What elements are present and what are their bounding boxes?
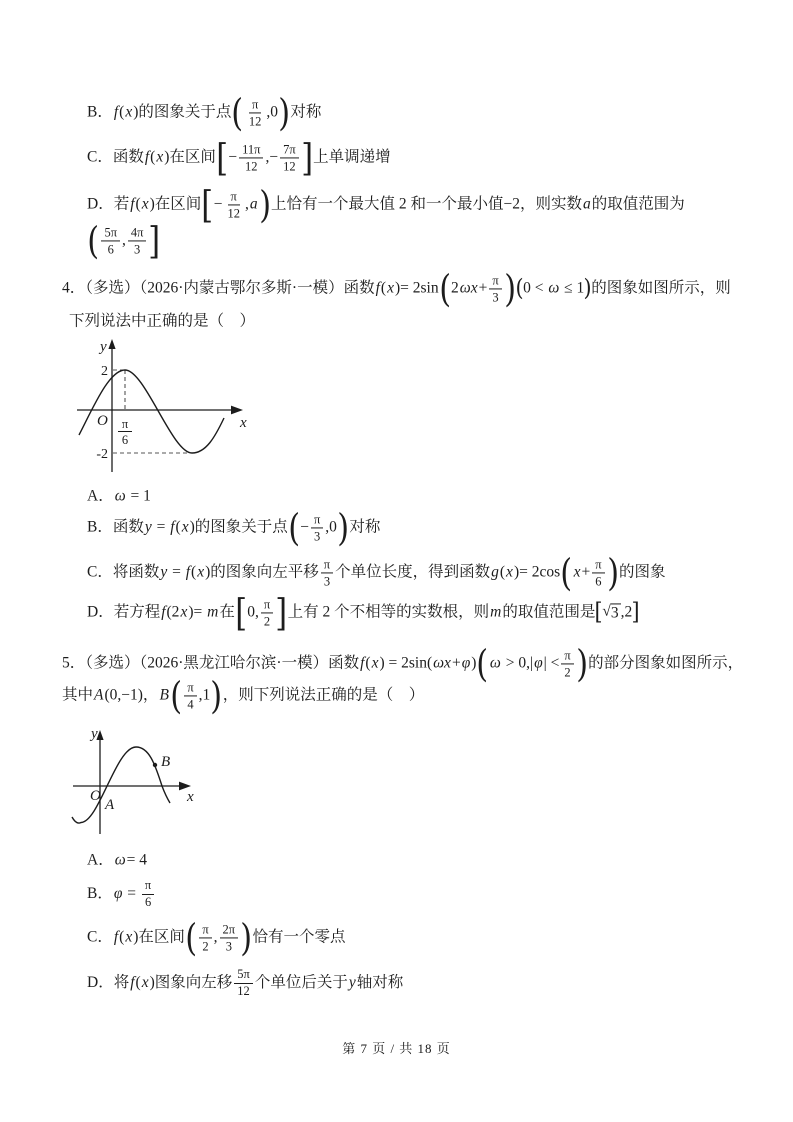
text-run: ,1 (198, 686, 211, 704)
fraction (489, 273, 501, 305)
delimiter: ( (288, 506, 300, 550)
math-variable: x (141, 195, 149, 213)
math-variable: φ (461, 654, 471, 672)
text-run: 其中 (62, 686, 94, 704)
text-run: ( (499, 563, 506, 581)
text-run: − (213, 195, 223, 213)
text-run: 在区间 (169, 148, 216, 166)
q5-point-b-label: B (161, 754, 171, 770)
math-variable: x (197, 563, 205, 581)
text-run: ,− (265, 148, 279, 166)
math-variable: f (161, 603, 166, 621)
fraction-numerator: 5π (234, 967, 253, 984)
text-run: 对称 (290, 103, 322, 121)
text-run: ( (135, 973, 141, 991)
q5-x-axis-label: x (187, 789, 194, 805)
question5-option-c (87, 916, 346, 960)
q5-sine-curve (72, 747, 170, 823)
math-variable: x (181, 518, 189, 536)
fraction-numerator: 5π (101, 225, 120, 242)
text-run: ( (380, 279, 387, 297)
fraction-denominator: 12 (283, 158, 296, 173)
text-run: A． (87, 851, 114, 869)
fraction-numerator: π (249, 97, 261, 114)
fraction-denominator: 3 (323, 573, 331, 588)
question3-option-c (87, 136, 391, 180)
text-run: , (122, 231, 126, 249)
delimiter: ] (275, 591, 288, 635)
fraction-denominator: 3 (314, 528, 321, 543)
text-run: 恰有一个零点 (252, 928, 346, 946)
q4-function-graph (73, 338, 253, 484)
math-variable: m (207, 603, 219, 621)
math-variable: ω (489, 654, 501, 672)
radical-sign: √ (602, 602, 611, 620)
math-variable: f (113, 928, 119, 946)
delimiter: [ (235, 591, 247, 635)
fraction-denominator: 3 (134, 241, 141, 256)
text-run: 下列说法中正确的是（ ） (69, 312, 256, 330)
math-variable: a (249, 195, 258, 213)
text-run: (0,−1)， (104, 686, 159, 704)
math-variable: y (160, 563, 168, 581)
fraction (199, 922, 211, 954)
text-run: ) (394, 279, 401, 297)
radicand: 3 (610, 604, 619, 622)
math-variable: ω (114, 487, 126, 505)
question3-option-d-cont (87, 219, 161, 263)
math-variable: f (170, 518, 175, 536)
fraction (142, 878, 154, 910)
delimiter: ( (87, 219, 100, 263)
text-run: 上有 2 个不相等的实数根，则 (287, 603, 490, 621)
text-run: 个单位长度，得到函数 (335, 563, 491, 581)
q4-x-axis-arrow-icon (231, 406, 243, 415)
text-run: 的取值范围为 (591, 195, 685, 213)
text-run: A． (87, 487, 114, 505)
fraction-numerator: π (311, 512, 323, 529)
text-run: ) (513, 563, 520, 581)
delimiter: ) (210, 674, 223, 718)
fraction-numerator: π (199, 922, 211, 939)
text-run: ( (135, 195, 141, 213)
fraction-numerator: π (184, 680, 196, 697)
math-variable: f (144, 148, 150, 166)
delimiter: [ (201, 183, 214, 227)
text-run: 在区间 (138, 928, 185, 946)
math-variable: f (375, 279, 380, 297)
text-run: ) (149, 195, 155, 213)
text-run: 的图象关于点 (138, 103, 232, 121)
math-variable: x (371, 654, 379, 672)
question5-stem-line1 (62, 642, 744, 686)
delimiter: ) (606, 551, 619, 595)
delimiter: ] (148, 219, 161, 263)
math-variable: f (130, 195, 135, 213)
question4-option-c (87, 551, 666, 595)
math-variable: ωx (433, 654, 451, 672)
math-variable: x (125, 103, 133, 121)
fraction-numerator: 11π (239, 142, 263, 159)
text-run: = (152, 518, 170, 536)
text-run: − (228, 148, 238, 166)
q5-y-axis-label: y (91, 726, 98, 742)
q4-min-value-label: -2 (96, 447, 108, 462)
text-run: 的图象向左平移 (210, 563, 319, 581)
text-run: 的取值范围是 (502, 603, 596, 621)
fraction-numerator: π (592, 557, 604, 574)
text-run: B．函数 (87, 518, 144, 536)
math-variable: x (180, 603, 188, 621)
text-run: 轴对称 (356, 973, 404, 991)
text-run: ,0 (325, 518, 337, 536)
fraction-denominator: 12 (237, 984, 250, 998)
fraction-denominator: 12 (248, 113, 262, 128)
text-run: D．若 (87, 195, 130, 213)
q5-function-graph (65, 716, 215, 848)
text-run: = 4 (126, 851, 148, 869)
text-run: D．将 (87, 973, 130, 991)
fraction (592, 557, 604, 589)
fraction-denominator: 6 (107, 241, 114, 256)
text-run: C．函数 (87, 148, 144, 166)
fraction-denominator: 2 (263, 613, 271, 628)
fraction-denominator: 2 (202, 938, 209, 953)
question5-option-d (87, 967, 403, 999)
text-run: ( (191, 563, 197, 581)
q5-origin-label: O (90, 788, 101, 804)
text-run: ) (164, 148, 170, 166)
fraction-numerator: π (261, 597, 273, 614)
question4-option-b (87, 506, 381, 550)
fraction (239, 142, 263, 174)
q4-origin-label: O (97, 413, 108, 429)
fraction (561, 648, 573, 680)
delimiter: ) (337, 506, 350, 550)
text-run: 0 < (523, 279, 548, 297)
math-variable: x (387, 279, 394, 297)
fraction-denominator: 12 (227, 205, 240, 220)
fraction (261, 597, 273, 629)
math-variable: B (159, 686, 169, 704)
text-run: ) (133, 928, 139, 946)
text-run: D．若方程 (87, 603, 161, 621)
fraction-denominator: 12 (245, 158, 258, 173)
q5-point-a-label: A (105, 797, 115, 813)
text-run: ) (205, 563, 211, 581)
text-run: ( (365, 654, 371, 672)
math-variable: ωx (459, 279, 478, 297)
q4-y-axis-arrow-icon (108, 339, 115, 349)
fraction (224, 189, 243, 221)
text-run: ( (175, 518, 181, 536)
page-footer: 第 7 页 / 共 18 页 (342, 1041, 451, 1056)
text-run: ) (471, 654, 477, 672)
q4-tick-fraction-denominator: 6 (121, 433, 129, 447)
fraction (128, 225, 147, 257)
text-run: ( (119, 928, 125, 946)
text-run: 对称 (349, 518, 381, 536)
text-run: (2 (166, 603, 180, 621)
delimiter: [ (216, 136, 229, 180)
delimiter: ( (515, 275, 524, 302)
text-run: ) (133, 103, 139, 121)
fraction (234, 967, 253, 999)
math-variable: y (348, 973, 356, 991)
text-run: ( (150, 148, 156, 166)
text-run: ) = 2sin( (379, 654, 433, 672)
text-run: 5．（多选）（2026·黑龙江哈尔滨·一模）函数 (62, 654, 360, 672)
question4-option-a (87, 488, 151, 507)
text-run: C．将函数 (87, 563, 160, 581)
question5-option-b (87, 878, 156, 910)
fraction-numerator: π (561, 648, 573, 665)
text-run: , (244, 195, 249, 213)
text-run: 上单调递增 (313, 148, 391, 166)
text-run: − (300, 518, 309, 536)
fraction (280, 142, 299, 174)
math-variable: y (144, 518, 152, 536)
math-variable: x (573, 563, 581, 581)
delimiter: [ (594, 599, 603, 626)
math-variable: f (113, 103, 119, 121)
fraction-numerator: π (489, 273, 501, 290)
text-run: 的部分图象如图所示， (588, 654, 744, 672)
fraction-numerator: 7π (280, 142, 299, 159)
text-run: > 0,| (501, 654, 534, 672)
question5-option-a (87, 852, 147, 871)
q4-tick-fraction-numerator: π (121, 417, 129, 431)
delimiter: ( (560, 551, 573, 595)
text-run: 个单位后关于 (254, 973, 348, 991)
text-run: 的图象关于点 (194, 518, 288, 536)
fraction-numerator: 4π (128, 225, 147, 242)
text-run: ,0 (266, 103, 278, 121)
delimiter: ( (170, 674, 183, 718)
text-run: = 2cos (519, 563, 561, 581)
delimiter: ] (631, 599, 640, 626)
text-run: )= (188, 603, 207, 621)
q5-point-b-dot (153, 763, 157, 767)
delimiter: ) (575, 642, 588, 686)
text-run: = 2sin (400, 279, 439, 297)
fraction (184, 680, 196, 712)
math-variable: x (141, 973, 149, 991)
fraction-denominator: 3 (225, 938, 232, 953)
fraction (101, 225, 120, 257)
text-run: 图象向左移 (154, 973, 233, 991)
math-variable: x (156, 148, 164, 166)
delimiter: ) (240, 916, 253, 960)
question4-option-d (87, 591, 640, 635)
question4-stem-line1 (62, 267, 731, 311)
math-variable: A (94, 686, 104, 704)
text-run: ,2 (620, 603, 633, 621)
fraction-numerator: π (321, 557, 333, 574)
math-variable: a (583, 195, 591, 213)
math-variable: ω (548, 279, 560, 297)
text-run: ≤ 1 (560, 279, 585, 297)
text-run: 4．（多选）（2026·内蒙古鄂尔多斯·一模）函数 (62, 279, 375, 297)
text-run: B． (87, 103, 113, 121)
delimiter: ) (258, 183, 271, 227)
math-variable: m (490, 603, 502, 621)
text-run: + (581, 563, 591, 581)
math-variable: f (185, 563, 191, 581)
fraction (220, 922, 239, 954)
text-run: B． (87, 884, 113, 902)
delimiter: ) (278, 91, 291, 135)
fraction-denominator: 2 (564, 664, 571, 679)
q4-max-value-label: 2 (101, 364, 108, 379)
delimiter: ) (503, 267, 516, 311)
fraction-denominator: 6 (144, 895, 152, 909)
fraction (246, 97, 265, 129)
text-run: ) (189, 518, 195, 536)
text-run: 2 (451, 279, 459, 297)
question3-option-d (87, 183, 685, 227)
delimiter: ( (438, 267, 451, 311)
square-root (602, 604, 620, 623)
fraction-denominator: 6 (595, 573, 602, 588)
text-run: = (168, 563, 185, 581)
question4-stem-line2 (69, 313, 255, 332)
text-run: 的图象 (618, 563, 666, 581)
text-run: + (451, 654, 461, 672)
text-run: = 1 (126, 487, 151, 505)
delimiter: ) (583, 275, 592, 302)
delimiter: ( (185, 916, 198, 960)
fraction-denominator: 4 (187, 696, 194, 711)
q4-x-axis-label: x (240, 415, 247, 431)
math-variable: x (506, 563, 513, 581)
fraction (311, 512, 323, 544)
text-run: 上恰有一个最大值 2 和一个最小值−2，则实数 (271, 195, 583, 213)
text-run: ( (119, 103, 125, 121)
q4-y-axis-label: y (100, 339, 107, 355)
delimiter: ( (231, 91, 244, 135)
math-variable: φ (113, 884, 123, 902)
question5-stem-line2 (62, 674, 425, 718)
delimiter: ( (476, 642, 489, 686)
text-run: | < (543, 654, 560, 672)
fraction (321, 557, 333, 589)
question3-option-b (87, 91, 322, 135)
text-run: + (478, 279, 488, 297)
text-run: = (123, 884, 140, 902)
math-variable: ω (114, 851, 126, 869)
text-run: ，则下列说法正确的是（ ） (222, 686, 425, 704)
delimiter: ] (300, 136, 313, 180)
fraction-numerator: π (142, 878, 154, 895)
math-variable: x (125, 928, 133, 946)
math-variable: f (130, 973, 135, 991)
fraction-numerator: π (228, 189, 240, 206)
text-run: ) (149, 973, 155, 991)
text-run: 在 (219, 603, 235, 621)
fraction-denominator: 3 (492, 289, 499, 304)
q4-sine-curve (79, 370, 224, 453)
math-variable: f (360, 654, 365, 672)
text-run: 在区间 (154, 195, 202, 213)
text-run: , (213, 928, 218, 946)
math-variable: g (491, 563, 499, 581)
text-run: 的图象如图所示，则 (591, 279, 731, 297)
text-run: 0, (247, 603, 259, 621)
math-variable: φ (534, 654, 543, 672)
text-run: C． (87, 928, 113, 946)
fraction-numerator: 2π (220, 922, 239, 939)
